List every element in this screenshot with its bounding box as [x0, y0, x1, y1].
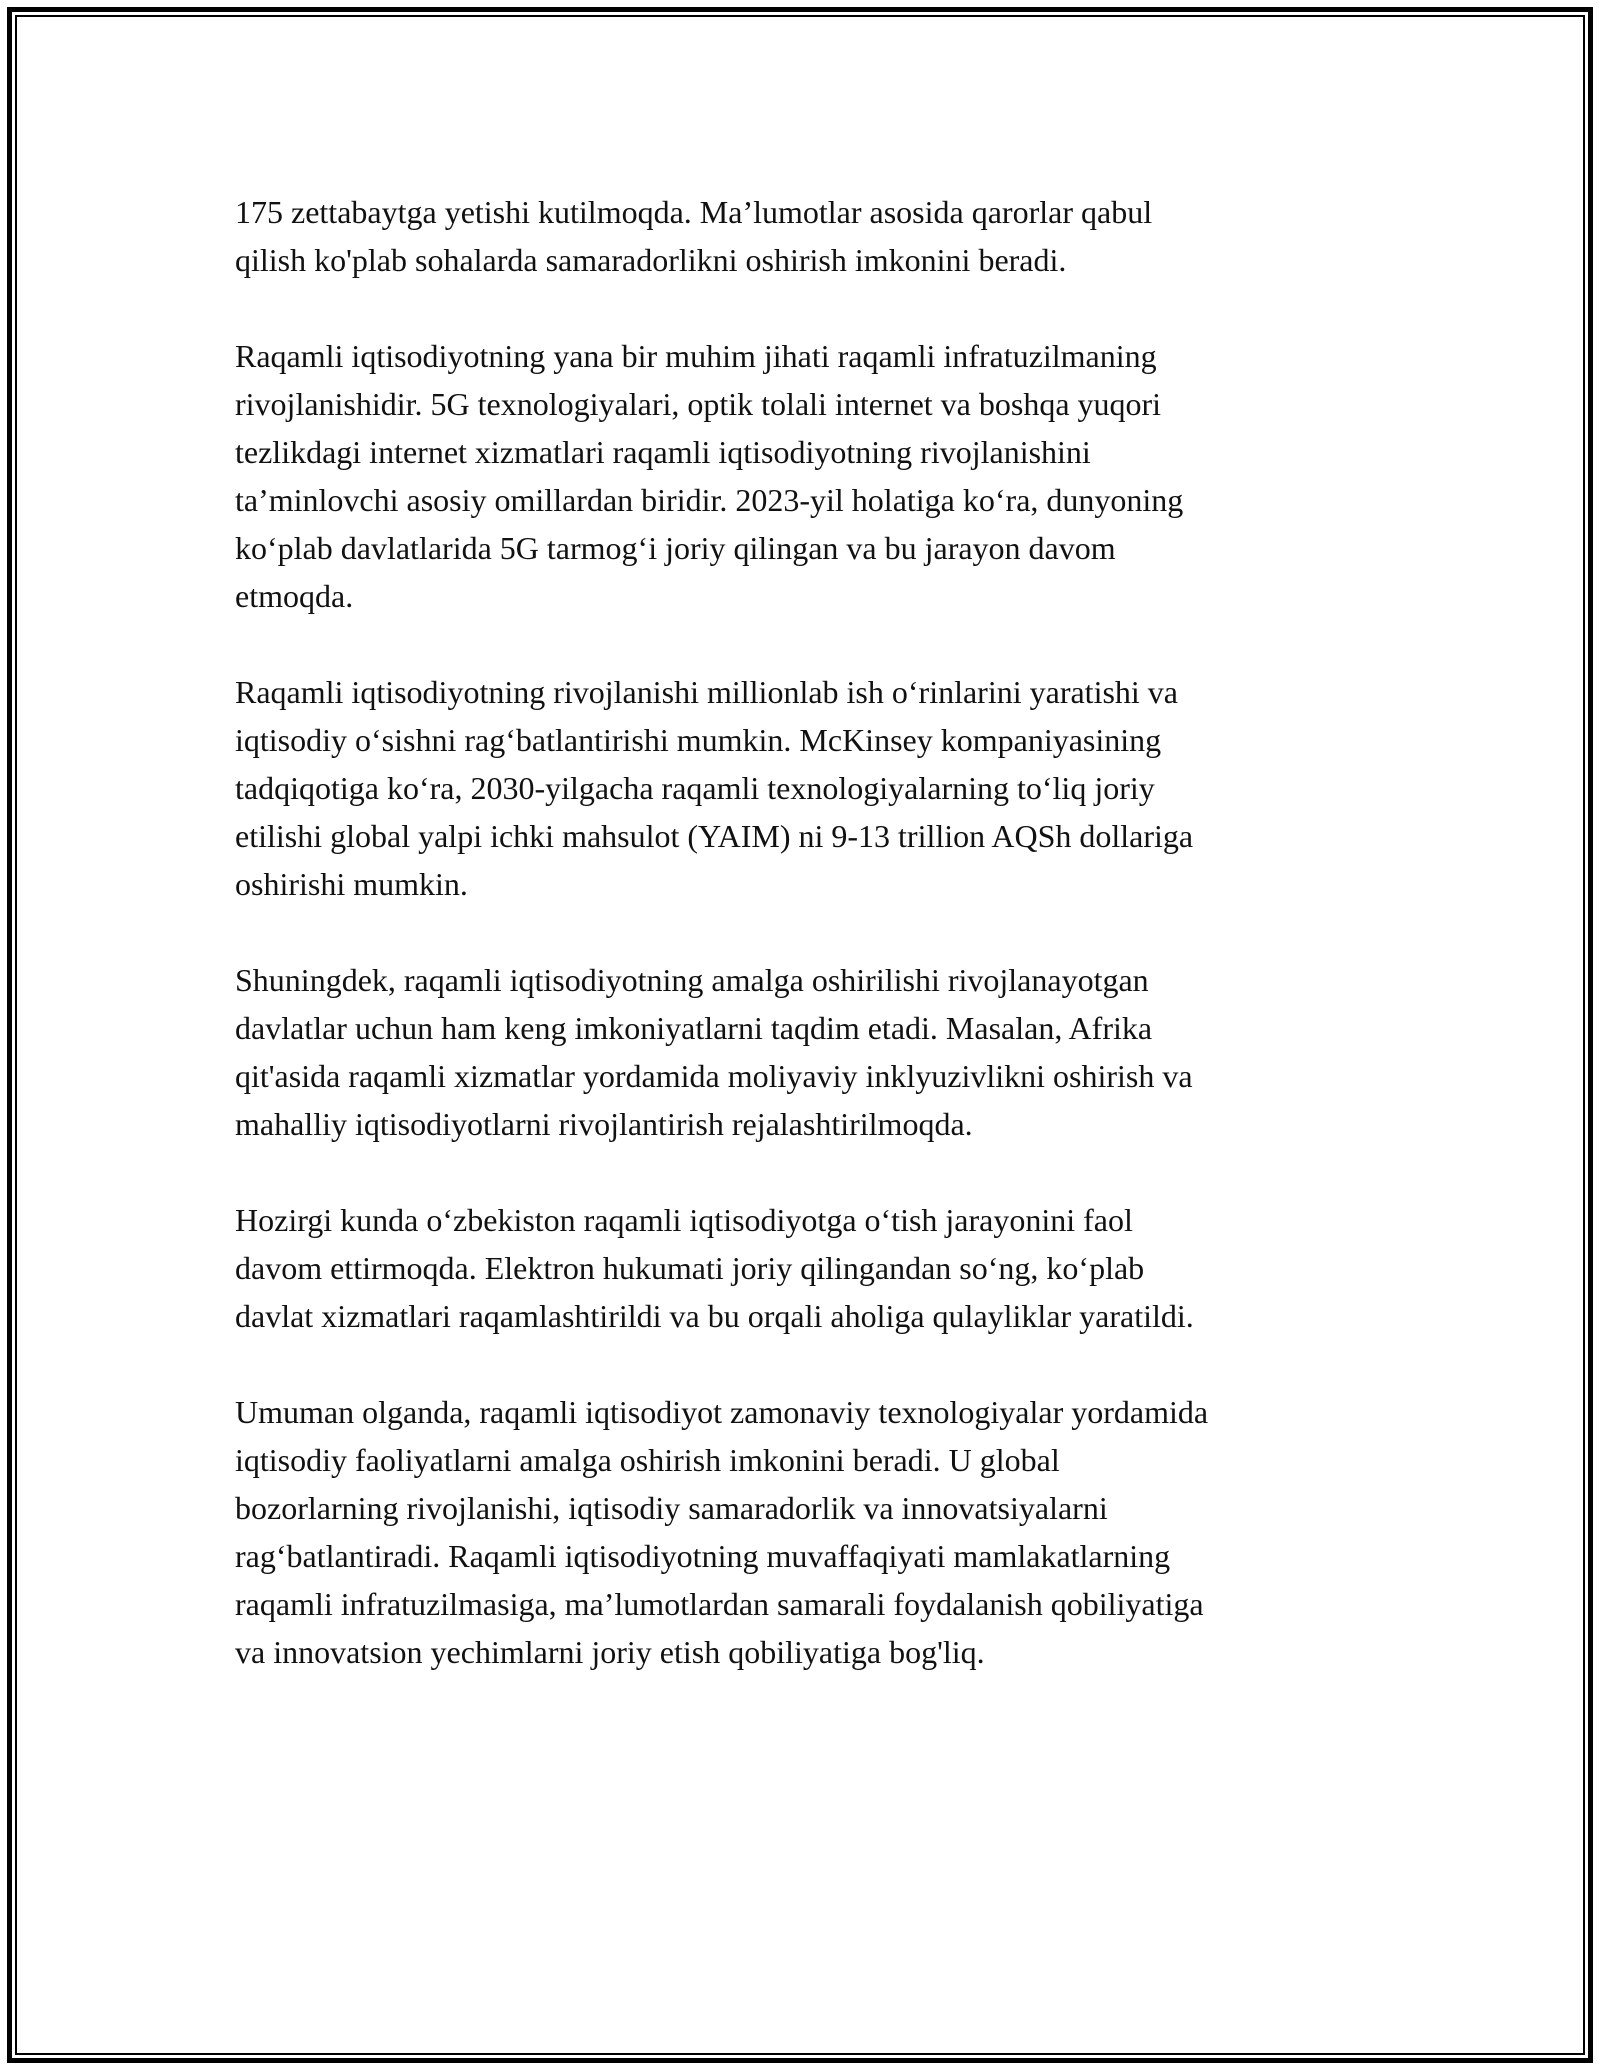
paragraph-conclusion: Umuman olganda, raqamli iqtisodiyot zamonaviy texnologiyalar yordamida iqtisodiy faoliyatlarni amalga oshirish imkonini beradi. U global bozorlarning rivojlanishi, iqtisodiy samaradorlik va innovatsiyalarni rag‘batlantiradi. Raqamli iqtisodiyotning muvaffaqiyati mamlakatlarning raqamli infratuzilmasiga, ma’lumotlardan samarali foydalanish qobiliyatiga va innovatsion yechimlarni joriy etish qobiliyatiga bog'liq. [235, 1394, 1209, 1670]
paragraph-jobs-growth: Raqamli iqtisodiyotning rivojlanishi millionlab ish o‘rinlarini yaratishi va iqtisodiy o‘sishni rag‘batlantirishi mumkin. McKinsey kompaniyasining tadqiqotiga ko‘ra, 2030-yilgacha raqamli texnologiyalarning to‘liq joriy etilishi global yalpi ichki mahsulot (YAIM) ni 9-13 trillion AQSh dollariga oshirishi mumkin. [235, 674, 1194, 902]
paragraph-developing-countries: Shuningdek, raqamli iqtisodiyotning amalga oshirilishi rivojlanayotgan davlatlar uchun ham keng imkoniyatlarni taqdim etadi. Masalan, Afrika qit'asida raqamli xizmatlar yordamida moliyaviy inklyuzivlikni oshirish va mahalliy iqtisodiyotlarni rivojlantirish rejalashtirilmoqda. [235, 962, 1193, 1142]
paragraph-digital-infrastructure: Raqamli iqtisodiyotning yana bir muhim jihati raqamli infratuzilmaning rivojlanishidir. 5G texnologiyalari, optik tolali internet va boshqa yuqori tezlikdagi internet xizmatlari raqamli iqtisodiyotning rivojlanishini ta’minlovchi asosiy omillardan biridir. 2023-yil holatiga ko‘ra, dunyoning ko‘plab davlatlarida 5G tarmog‘i joriy qilingan va bu jarayon davom etmoqda. [235, 338, 1184, 614]
document-body [235, 188, 1365, 1676]
paragraph-uzbekistan: Hozirgi kunda o‘zbekiston raqamli iqtisodiyotga o‘tish jarayonini faol davom ettirmoqda. Elektron hukumati joriy qilingandan so‘ng, ko‘plab davlat xizmatlari raqamlashtirildi va bu orqali aholiga qulayliklar yaratildi. [235, 1202, 1194, 1334]
paragraph-data-decisions: 175 zettabaytga yetishi kutilmoqda. Ma’lumotlar asosida qarorlar qabul qilish ko'plab sohalarda samaradorlikni oshirish imkonini beradi. [235, 194, 1153, 278]
